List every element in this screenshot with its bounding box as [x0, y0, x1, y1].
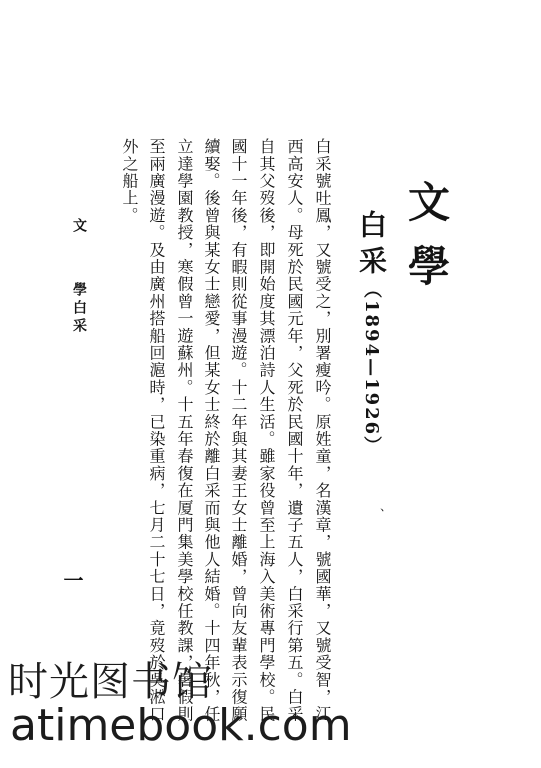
biography-line: 國十一年後，有暇則從事漫遊。十二年與其妻王女士離婚，曾向友輩表示復願 [229, 138, 248, 723]
biography-line: 白采號吐鳳，又號受之，別署瘦吟。原姓童，名漢章，號國華，又號受智，江 [313, 138, 332, 723]
watermark-site-name: 时光图书馆 [8, 659, 213, 705]
page-number: 一 [60, 570, 84, 594]
biography-line: 續娶。後曾與某女士戀愛，但某女士終於離白采而與他人結婚。十四年秋，任 [202, 138, 221, 723]
author-name: 白采 [355, 210, 388, 282]
running-title: 學白采 [71, 282, 87, 336]
biography-line: 至兩廣漫遊。及由廣州搭船回滬時，已染重病，七月二十七日，竟歿於吳淞口 [147, 138, 166, 723]
biography-line: 外之船上。 [120, 138, 139, 224]
biography-line: 自其父歿後，即開始度其漂泊詩人生活。雖家役曾至上海入美術專門學校。民 [257, 138, 276, 723]
stray-mark: 、 [371, 508, 385, 520]
biography-line: 立達學園教授，寒假曾一遊蘇州。十五年春復在厦門集美學校任教課，暑假則 [175, 138, 194, 723]
running-head: 文 [71, 218, 87, 236]
watermark-site-url: atimebook.com [10, 700, 352, 751]
section-title: 文學 [402, 180, 451, 308]
author-life-dates: （1894—1926） [361, 280, 382, 457]
biography-line: 西高安人。母死於民國元年，父死於民國十年，遺子五人，白采行第五。白采 [285, 138, 304, 723]
